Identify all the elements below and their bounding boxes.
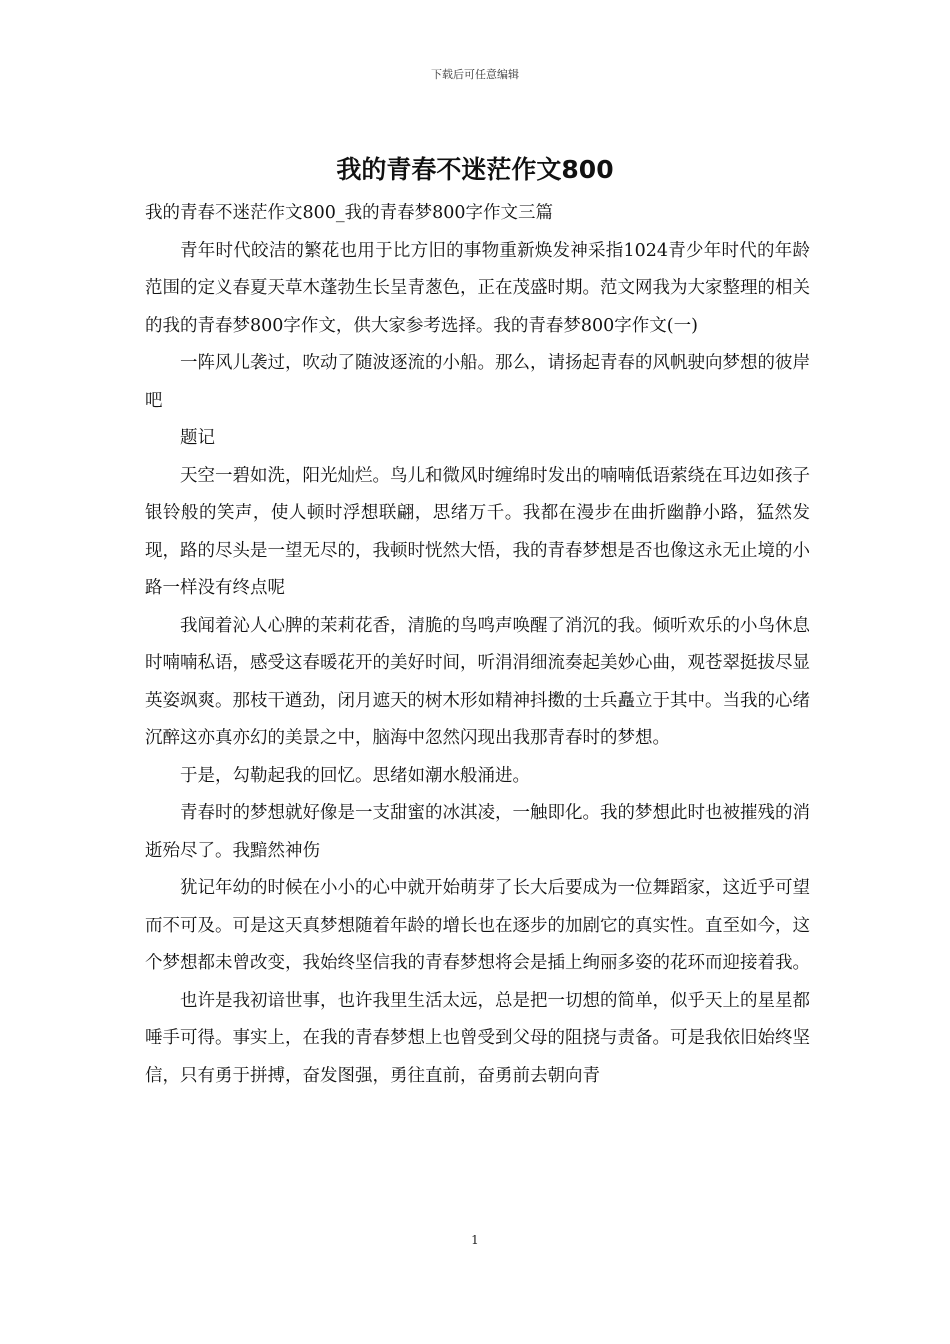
paragraph: 我闻着沁人心脾的茉莉花香，清脆的鸟鸣声唤醒了消沉的我。倾听欢乐的小鸟休息时喃喃私语，感受这春暖花开的美好时间，听涓涓细流奏起美妙心曲，观苍翠挺拔尽显英姿飒爽。那枝干遒劲，闭月遮天的树木形如精神抖擞的士兵矗立于其中。当我的心绪沉醉这亦真亦幻的美景之中，脑海中忽然闪现出我那青春时的梦想。 [145,615,810,748]
document-title: 我的青春不迷茫作文800 [336,155,614,184]
document-body [145,195,810,1095]
paragraph: 也许是我初谙世事，也许我里生活太远，总是把一切想的简单，似乎天上的星星都唾手可得。事实上，在我的青春梦想上也曾受到父母的阻挠与责备。可是我依旧始终坚信，只有勇于拼搏，奋发图强，勇往直前，奋勇前去朝向青 [145,990,810,1086]
paragraph: 题记 [180,428,215,448]
paragraph: 于是，勾勒起我的回忆。思绪如潮水般涌进。 [180,765,530,786]
paragraph: 青春时的梦想就好像是一支甜蜜的冰淇凌，一触即化。我的梦想此时也被摧残的消逝殆尽了。我黯然神伤 [145,803,810,861]
paragraph: 一阵风儿袭过，吹动了随波逐流的小船。那么，请扬起青春的风帆驶向梦想的彼岸吧 [145,353,810,411]
page-number: 1 [471,1233,479,1247]
paragraph: 天空一碧如洗，阳光灿烂。鸟儿和微风时缠绵时发出的喃喃低语萦绕在耳边如孩子银铃般的笑声，使人顿时浮想联翩，思绪万千。我都在漫步在曲折幽静小路，猛然发现，路的尽头是一望无尽的，我顿时恍然大悟，我的青春梦想是否也像这永无止境的小路一样没有终点呢 [145,465,810,598]
paragraph: 犹记年幼的时候在小小的心中就开始萌芽了长大后要成为一位舞蹈家，这近乎可望而不可及。可是这天真梦想随着年龄的增长也在逐步的加剧它的真实性。直至如今，这个梦想都未曾改变，我始终坚信我的青春梦想将会是插上绚丽多姿的花环而迎接着我。 [145,878,810,973]
document-subtitle: 我的青春不迷茫作文800_我的青春梦800字作文三篇 [145,203,554,223]
paragraph: 青年时代皎洁的繁花也用于比方旧的事物重新焕发神采指1024青少年时代的年龄范围的定义春夏天草木蓬勃生长呈青葱色，正在茂盛时期。范文网我为大家整理的相关的我的青春梦800字作文，供大家参考选择。我的青春梦800字作文(一) [145,240,810,336]
header-note: 下载后可任意编辑 [431,68,519,81]
